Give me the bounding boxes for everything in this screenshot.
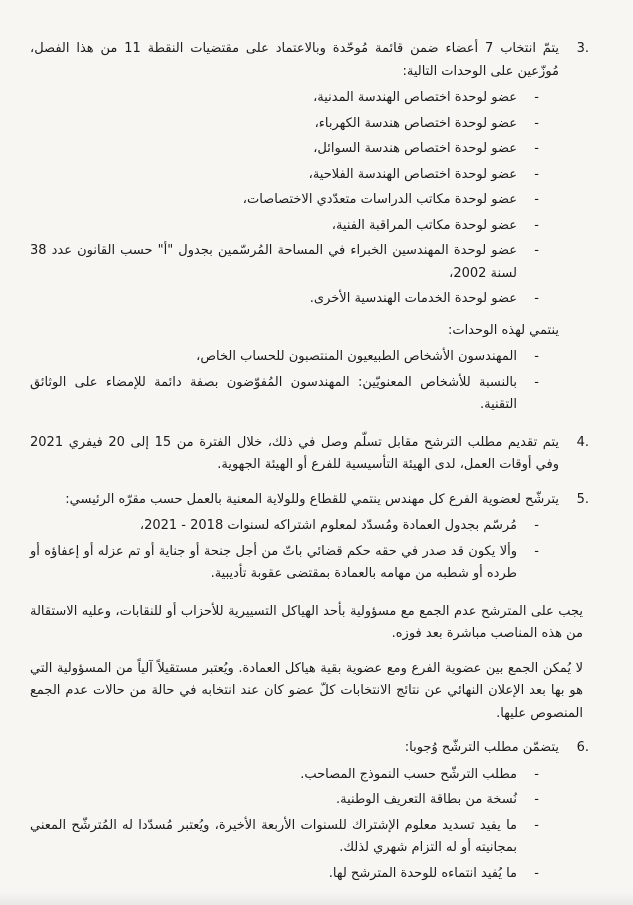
dash-bullet: - (534, 349, 539, 364)
dash-bullet: - (534, 141, 539, 156)
paragraph-no-dual-membership: لا يُمكن الجمع بين عضوية الفرع ومع عضوية بقية هياكل العمادة. ويُعتبر مستقيلاً آلياً من المسؤولية التي هو بها بعد الإعلان النهائي عن نتائج الانتخابات كلّ عضو كان عند انتخابه في حالة من حالات عدم الجمع المنصوص عليها. (30, 660, 583, 721)
list-item: - نُسخة من بطاقة التعريف الوطنية. (30, 789, 539, 812)
dash-bullet: - (534, 518, 539, 533)
application-contents-list (30, 764, 559, 886)
page-edge-shadow (0, 891, 633, 905)
item-text: يتم تقديم مطلب الترشح مقابل تسلّم وصل في ذلك، خلال الفترة من 15 إلى 20 فيفري 2021 وفي أوقات العمل، لدى الهيئة التأسيسية للفرع أو الهيئة الجهوية. (30, 434, 559, 472)
item-text: يتمّ انتخاب 7 أعضاء ضمن قائمة مُوحّدة وبالاعتماد على مقتضيات النقطة 11 من هذا الفصل، مُوزّعين على الوحدات التالية: (30, 41, 559, 79)
dash-bullet: - (534, 90, 539, 105)
membership-list (30, 346, 559, 417)
list-item: - عضو لوحدة اختصاص الهندسة الفلاحية، (30, 164, 539, 187)
dash-bullet: - (534, 291, 539, 306)
section-item-6 (30, 737, 589, 885)
section-item-3 (30, 38, 589, 417)
dash-bullet: - (534, 817, 539, 833)
list-item: - عضو لوحدة مكاتب الدراسات متعدّدي الاختصاصات، (30, 189, 539, 212)
dash-bullet: - (534, 865, 539, 881)
list-item: - ما يُفيد انتماءه للوحدة المترشح لها. (30, 863, 539, 886)
list-item: - وألا يكون قد صدر في حقه حكم قضائي باتّ من أجل جنحة أو جناية أو تم عزله أو إعفاؤه أو طرده أو شطبه من مهامه بالعمادة بمقتضى عقوبة تأديبية. (30, 541, 539, 586)
item-number: 6. (576, 740, 589, 755)
dash-bullet: - (534, 166, 539, 182)
list-item: - عضو لوحدة الخدمات الهندسية الأخرى. (30, 288, 539, 311)
dash-bullet: - (534, 115, 539, 131)
item-text: يترشّح لعضوية الفرع كل مهندس ينتمي للقطاع وللولاية المعنية بالعمل حسب مقرّه الرئيسي: (65, 491, 559, 507)
item-text: يتضمّن مطلب الترشّح وُجوبا: (404, 740, 559, 755)
paragraph-incompatibility: يجب على المترشح عدم الجمع مع مسؤولية بأحد الهياكل التسييرية للأحزاب أو للنقابات، وعليه الاستقالة من هذه المناصب مباشرة بعد فوزه. (30, 603, 583, 641)
units-membership-label: ينتمي لهذه الوحدات: (447, 322, 559, 338)
dash-bullet: - (534, 192, 539, 207)
section-item-5 (30, 489, 589, 586)
list-item: - عضو لوحدة اختصاص الهندسة المدنية، (30, 87, 539, 110)
list-item: - عضو لوحدة اختصاص هندسة الكهرباء، (30, 113, 539, 136)
item-number: 3. (576, 41, 589, 56)
list-item: - عضو لوحدة المهندسين الخبراء في المساحة المُرسّمين بجدول "أ" حسب القانون عدد 38 لسنة 2002، (30, 240, 539, 285)
list-item: - ما يفيد تسديد معلوم الإشتراك للسنوات الأربعة الأخيرة، ويُعتبر مُسدّدا له المُترشّح المعني بمجانيته أو له التزام شهري لذلك. (30, 815, 539, 860)
item-number: 4. (576, 434, 589, 450)
dash-bullet: - (534, 543, 539, 559)
section-item-4 (30, 432, 589, 477)
list-item: - عضو لوحدة اختصاص هندسة السوائل، (30, 138, 539, 161)
dash-bullet: - (534, 374, 539, 390)
item-number: 5. (576, 491, 589, 507)
dash-bullet: - (534, 766, 539, 782)
eligibility-list (30, 515, 559, 586)
list-item: - مطلب الترشّح حسب النموذج المصاحب. (30, 764, 539, 787)
dash-bullet: - (534, 243, 539, 258)
list-item: - المهندسون الأشخاص الطبيعيون المنتصبون للحساب الخاص، (30, 346, 539, 369)
list-item: - بالنسبة للأشخاص المعنويّين: المهندسون المُفوّضون بصفة دائمة للإمضاء على الوثائق التقنية. (30, 372, 539, 417)
dash-bullet: - (534, 792, 539, 807)
unit-list (30, 87, 559, 311)
list-item: - مُرسّم بجدول العمادة ومُسدّد لمعلوم اشتراكه لسنوات 2018 - 2021، (30, 515, 539, 538)
dash-bullet: - (534, 217, 539, 233)
list-item: - عضو لوحدة مكاتب المراقبة الفنية، (30, 215, 539, 238)
